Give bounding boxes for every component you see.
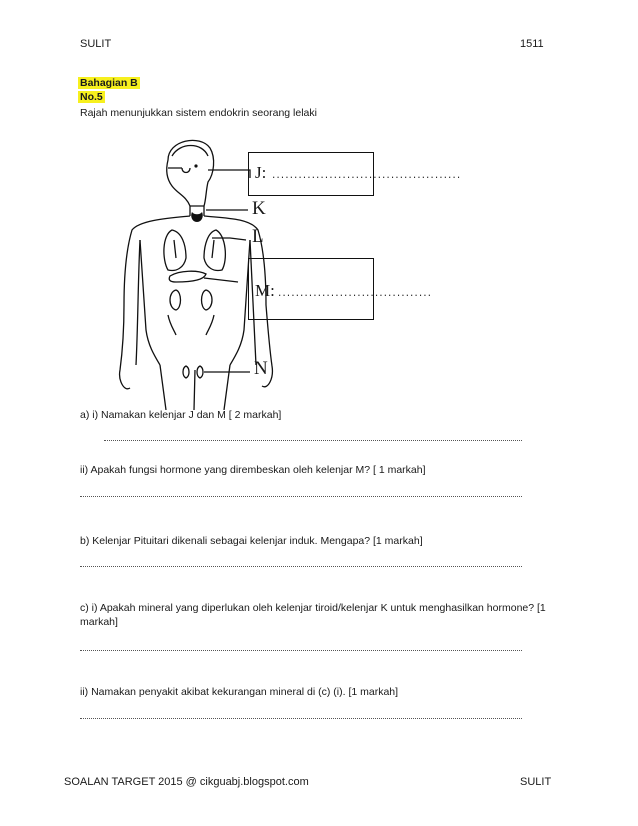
label-l: L	[252, 226, 264, 247]
label-n: N	[254, 358, 268, 379]
left-arm	[120, 216, 190, 389]
answer-line-c-i[interactable]	[80, 650, 522, 651]
box-m-dots: ...................................	[277, 289, 432, 299]
section-intro: Rajah menunjukkan sistem endokrin seorang lelaki	[80, 107, 317, 119]
question-a-i: a) i) Namakan kelenjar J dan M [ 2 markah]	[80, 409, 282, 421]
section-title: Bahagian B	[80, 77, 138, 89]
answer-line-a-i[interactable]	[104, 440, 522, 441]
label-j: J:	[255, 163, 267, 182]
answer-line-b[interactable]	[80, 566, 522, 567]
answer-line-a-ii[interactable]	[80, 496, 522, 497]
thyroid	[191, 212, 203, 222]
header-left: SULIT	[80, 38, 112, 50]
label-k: K	[252, 198, 266, 219]
right-lung	[204, 230, 225, 271]
footer-right: SULIT	[520, 776, 552, 788]
question-b: b) Kelenjar Pituitari dikenali sebagai kelenjar induk. Mengapa? [1 markah]	[80, 535, 423, 547]
right-kidney	[202, 290, 213, 310]
header-right: 1511	[520, 38, 544, 50]
question-c-i: c) i) Apakah mineral yang diperlukan oleh kelenjar tiroid/kelenjar K untuk menghasilkan hormone? [1 markah]	[80, 602, 546, 628]
left-kidney	[170, 290, 181, 310]
box-j-dots: ...........................................	[271, 171, 461, 181]
section-number: No.5	[80, 91, 103, 103]
label-m: M:	[255, 281, 275, 300]
testes	[183, 366, 203, 378]
question-c-ii: ii) Namakan penyakit akibat kekurangan mineral di (c) (i). [1 markah]	[80, 686, 399, 698]
answer-line-c-ii[interactable]	[80, 718, 522, 719]
footer-left: SOALAN TARGET 2015 @ cikguabj.blogspot.com	[64, 776, 309, 788]
answer-box-m[interactable]	[248, 258, 432, 320]
question-a-ii: ii) Apakah fungsi hormone yang dirembeskan oleh kelenjar M? [ 1 markah]	[80, 464, 426, 476]
head-outline	[167, 140, 214, 206]
pancreas	[169, 271, 206, 282]
answer-box-j[interactable]	[248, 152, 461, 196]
